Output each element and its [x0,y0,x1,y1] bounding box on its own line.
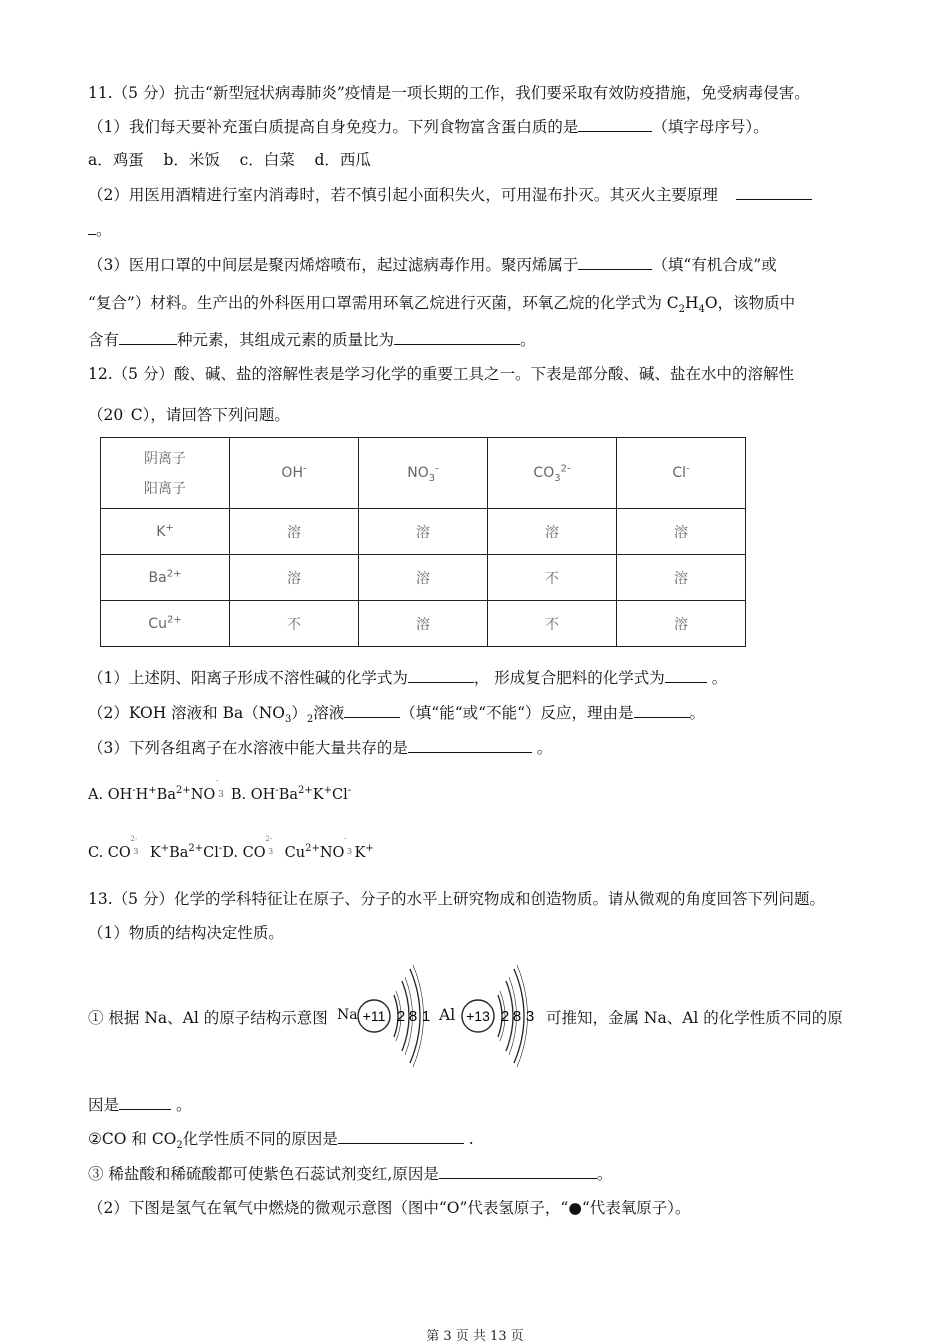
q11-part1-text: （1）我们每天要补充蛋白质提高自身免疫力。下列食物富含蛋白质的是 [88,118,579,136]
table-cell: 溶 [617,555,746,601]
q11-part1 [88,117,769,137]
q11-part3c-tail: 。 [520,331,536,349]
answer-blank[interactable] [665,668,707,683]
q12-title2-text: （20 [88,406,124,425]
q11-part2-cont [88,220,112,240]
q12-title: 12.（5 分）酸、碱、盐的溶解性表是学习化学的重要工具之一。下表是部分酸、碱、盐在水中的溶解性 [88,365,794,383]
table-cell: 不 [488,555,617,601]
na-shell-3: 1 [421,1008,431,1025]
na-shell-2: 8 [408,1008,418,1025]
answer-blank[interactable] [634,703,690,718]
table-cell: 溶 [359,601,488,647]
na-label: Na [337,1007,358,1023]
q13-d2: ②CO 和 $CO_2$化学性质不同的原因是 . [88,1130,474,1152]
answer-blank[interactable] [408,738,532,753]
q12-part1 [88,668,727,688]
q12-part1-text: （1）上述阴、阳离子形成不溶性碱的化学式为 [88,669,408,687]
al-shell-3: 3 [525,1008,535,1025]
answer-blank[interactable] [439,1164,597,1179]
row-ion: $Ba^{2+}$ [101,555,230,601]
page-footer: 第 3 页 共 13 页 [426,1329,524,1344]
q13-d3 [88,1164,612,1184]
q11-part3a [88,255,777,275]
option-a: A. OH [88,787,133,803]
answer-blank[interactable] [394,330,520,345]
q12-part2-mid: （填“能“或“不能“）反应，理由是 [400,704,634,722]
row-ion: $Cu^{2+}$ [101,601,230,647]
answer-blank[interactable] [88,220,96,235]
q13-d2-tail: . [463,1130,474,1148]
corner-anion: 阴离子 [144,451,186,467]
q12-part2-tail: 。 [689,704,706,722]
table-cell: 溶 [617,601,746,647]
q11-part3a-tail: （填“有机合成”或 [652,256,777,274]
subscript: 2 [678,304,686,316]
q13-d1-next: 因是 [88,1096,120,1114]
table-row [101,555,746,601]
q11-part2-tail: 。 [96,221,112,239]
na-shell-1: 2 [396,1008,406,1025]
option-d: D. CO [222,845,266,861]
q11-part3b-text: “复合”）材料。生产出的外科医用口罩需用环氧乙烷进行灭菌，环氧乙烷的化学式为 C [88,294,679,312]
q13-d3-text: ③ 稀盐酸和稀硫酸都可使紫色石蕊试剂变红,原因是 [88,1165,439,1183]
option-c: C. CO [88,845,131,861]
header-cl: Cl- [617,438,746,509]
header-co3: $CO_3^{2-}$ [488,438,617,509]
q12-part1-mid: ， 形成复合肥料的化学式为 [473,669,665,687]
table-cell: 溶 [488,509,617,555]
q12-part3 [88,738,552,758]
row-ion: K+ [101,509,230,555]
q13-d3-tail: 。 [596,1165,613,1183]
q13-title: 13.（5 分）化学的学科特征让在原子、分子的水平上研究物成和创造物质。请从微观的角度回答下列问题。 [88,890,825,908]
table-cell: 溶 [359,555,488,601]
q12-title2 [88,402,290,425]
q13-d1-text: ① 根据 Na、Al 的原子结构示意图 [88,1009,328,1027]
q12-part3-text: （3）下列各组离子在水溶液中能大量共存的是 [88,739,408,757]
table-corner [101,438,230,509]
q11-part3a-text: （3）医用口罩的中间层是聚丙烯熔喷布，起过滤病毒作用。聚丙烯属于 [88,256,579,274]
table-cell: 溶 [359,509,488,555]
al-shell-2: 8 [512,1008,522,1025]
answer-blank[interactable] [736,185,812,200]
q11-part3c-text: 含有 [88,331,120,349]
table-cell: 不 [230,601,359,647]
al-shell-1: 2 [500,1008,510,1025]
al-atom-diagram [460,955,550,1075]
q13-d1-tail: 可推知，金属 Na、Al 的化学性质不同的原 [546,1009,843,1027]
q12-part3-tail: 。 [531,739,553,757]
table-cell: 溶 [617,509,746,555]
table-row [101,601,746,647]
atomic-structure-row [88,955,888,1075]
q11-part3c-mid: 种元素，其组成元素的质量比为 [177,331,395,349]
q13-part1: （1）物质的结构决定性质。 [88,924,284,942]
answer-blank[interactable] [119,330,177,345]
table-cell: 溶 [230,509,359,555]
solubility-table [100,437,746,647]
answer-blank[interactable] [578,255,652,270]
corner-cation: 阳离子 [144,481,186,497]
q13-part2: （2）下图是氢气在氧气中燃烧的微观示意图（图中“O”代表氢原子，“●“代表氧原子）。 [88,1199,691,1217]
q13-d2-text: ②CO 和 CO [88,1130,177,1148]
q12-options-cd: C. CO $^{32-}$ $K^+Ba^{2+}Cl^-D$. CO $^{32-}$ $Cu^{2+}NO$ $^{3-}$K+ [88,835,374,861]
q11-part2-text: （2）用医用酒精进行室内消毒时，若不慎引起小面积失火，可用湿布扑灭。其灭火主要原理 [88,186,718,204]
q11-part3b-tail: O，该物质中 [704,294,796,312]
answer-blank[interactable] [408,668,474,683]
answer-blank[interactable] [344,703,400,718]
al-nucleus: +13 [466,1008,490,1024]
q13-d1-next-tail: 。 [171,1096,192,1114]
q12-title2-tail: C），请回答下列问题。 [125,406,290,425]
table-cell: 不 [488,601,617,647]
q11-part2 [88,185,812,205]
answer-blank[interactable] [578,117,652,132]
q12-options-ab: A. $OH^-H^+Ba^{2+}NO$ 3- B. $OH^-Ba^{2+}K^+Cl^-$ [88,777,352,803]
q12-part2-text: （2）KOH 溶液和 Ba（NO [88,704,286,722]
formula-h: H [685,294,699,312]
q11-part1-tail: （填字母序号）。 [652,118,769,136]
na-atom-diagram [356,955,446,1075]
q11-title: 11.（5 分）抗击“新型冠状病毒肺炎”疫情是一项长期的工作，我们要采取有效防疫措施，免受病毒侵害。 [88,84,810,102]
table-cell: 溶 [230,555,359,601]
table-row [101,509,746,555]
al-label: Al [439,1006,456,1024]
answer-blank[interactable] [119,1095,171,1110]
q12-part1-tail: 。 [706,669,728,687]
option-b: B. OH [230,787,276,803]
q12-part2: （2）KOH 溶液和 $Ba(NO_3)_2$溶液 （填“能“或“不能“）反应，理由是 。 [88,704,706,726]
q11-options: a．鸡蛋 b．米饭 c．白菜 d．西瓜 [88,151,371,169]
na-nucleus: +11 [362,1008,386,1024]
answer-blank[interactable] [338,1129,464,1144]
q11-part3c [88,330,536,350]
q11-part3b [88,293,796,316]
header-no3: $NO_3^-$ [359,438,488,509]
q13-d1-cont [88,1095,191,1115]
subscript: 4 [698,304,705,316]
degree-sign: · [123,407,126,416]
header-oh: OH- [230,438,359,509]
